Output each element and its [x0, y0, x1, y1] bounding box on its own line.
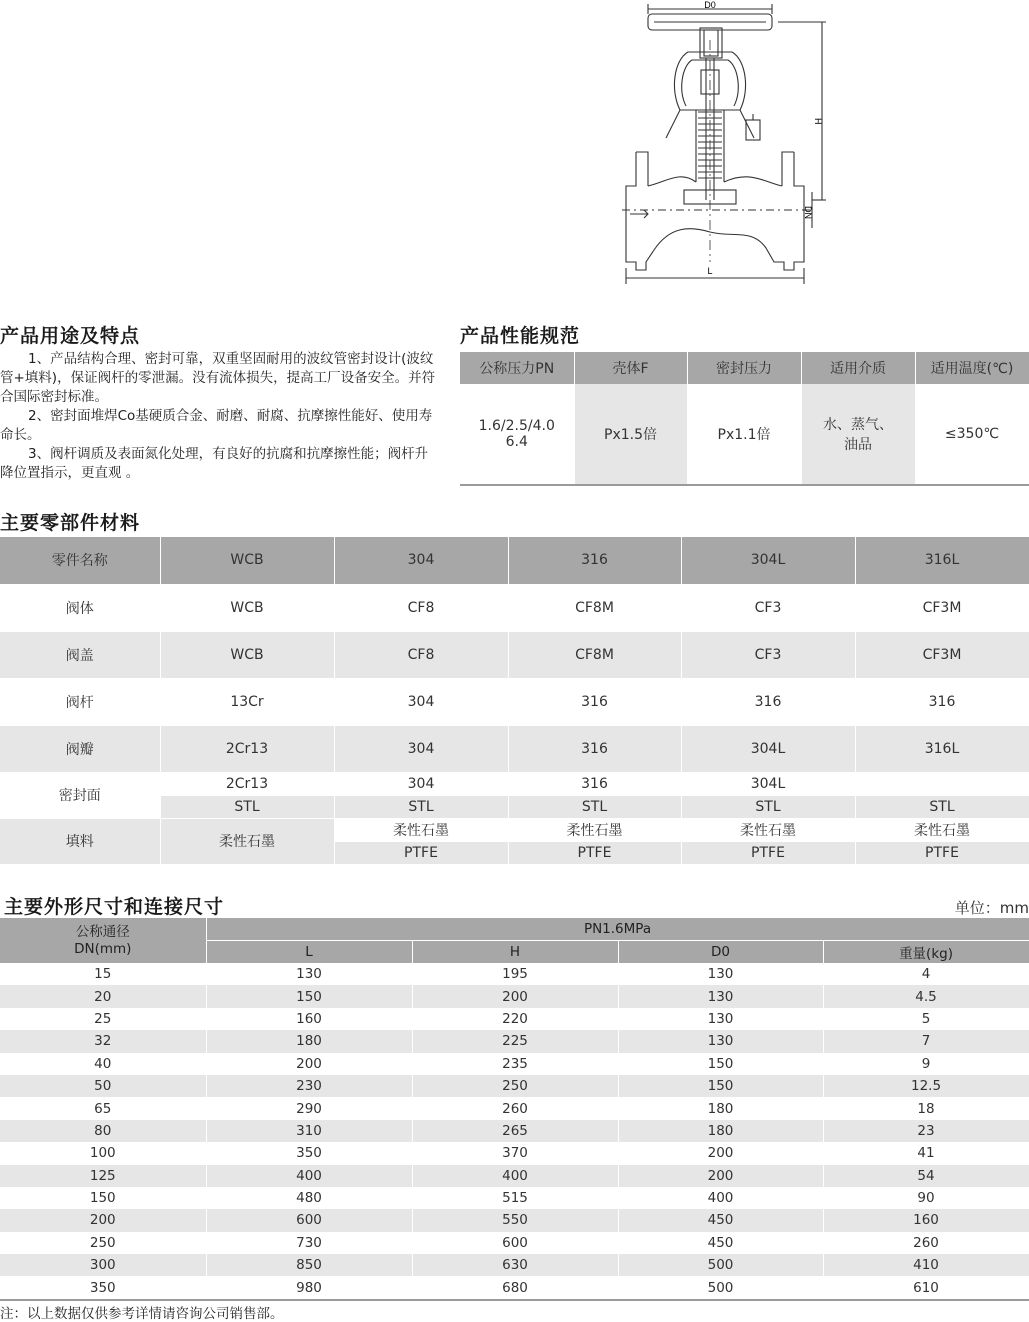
- dims-cell: 250: [412, 1075, 618, 1097]
- dims-cell: 160: [206, 1008, 412, 1030]
- mat-cell: STL: [160, 795, 334, 818]
- dims-cell: 150: [206, 985, 412, 1007]
- label-l: L: [707, 266, 713, 276]
- mat-cell: CF8: [334, 631, 508, 678]
- dims-cell: 450: [618, 1209, 823, 1231]
- mat-cell: PTFE: [855, 841, 1029, 864]
- table-row: [0, 772, 1029, 795]
- mat-cell: CF3: [681, 631, 855, 678]
- dims-cell: 225: [412, 1030, 618, 1052]
- mat-cell: 2Cr13: [160, 725, 334, 772]
- dims-cell: 50: [0, 1075, 206, 1097]
- dims-cell: 54: [823, 1165, 1029, 1187]
- table-row: [0, 678, 1029, 725]
- dims-cell: 7: [823, 1030, 1029, 1052]
- dims-dn-header: 公称通径 DN(mm): [0, 918, 206, 963]
- mat-cell: CF3: [681, 584, 855, 631]
- dims-table: [0, 918, 1029, 1299]
- dims-cell: 20: [0, 985, 206, 1007]
- dims-sub-header: H: [412, 941, 618, 964]
- mat-cell: 柔性石墨: [855, 818, 1029, 841]
- mat-cell: 304: [334, 725, 508, 772]
- dims-cell: 23: [823, 1120, 1029, 1142]
- mat-cell: CF8M: [508, 584, 681, 631]
- dims-cell: 195: [412, 963, 618, 985]
- dims-cell: 4.5: [823, 985, 1029, 1007]
- dims-cell: 370: [412, 1142, 618, 1164]
- table-row: [0, 1232, 1029, 1254]
- perf-shell: Px1.5倍: [574, 384, 687, 484]
- table-row: [0, 1030, 1029, 1052]
- perf-header: 密封压力: [687, 352, 801, 384]
- dims-cell: 9: [823, 1053, 1029, 1075]
- table-row: [0, 1142, 1029, 1164]
- dims-cell: 18: [823, 1097, 1029, 1119]
- dims-sub-header: L: [206, 941, 412, 964]
- dims-cell: 100: [0, 1142, 206, 1164]
- table-row: [0, 1053, 1029, 1075]
- dims-cell: 130: [618, 985, 823, 1007]
- label-dn: DN: [803, 206, 813, 219]
- mat-cell: 柔性石墨: [681, 818, 855, 841]
- dims-cell: 260: [823, 1232, 1029, 1254]
- dims-cell: 180: [618, 1097, 823, 1119]
- mat-cell: 316L: [855, 725, 1029, 772]
- table-row: [0, 1254, 1029, 1276]
- mat-cell: 316: [508, 678, 681, 725]
- dims-cell: 500: [618, 1276, 823, 1298]
- dims-cell: 260: [412, 1097, 618, 1119]
- dims-cell: 4: [823, 963, 1029, 985]
- perf-table: [460, 352, 1029, 484]
- dims-cell: 200: [618, 1142, 823, 1164]
- mat-cell: CF8M: [508, 631, 681, 678]
- dims-sub-header: 重量(kg): [823, 941, 1029, 964]
- label-d0: D0: [704, 0, 716, 10]
- dims-cell: 480: [206, 1187, 412, 1209]
- table-row: [0, 1276, 1029, 1298]
- mat-header: 316: [508, 537, 681, 584]
- perf-header: 壳体F: [574, 352, 687, 384]
- dims-cell: 310: [206, 1120, 412, 1142]
- mat-cell: 阀体: [0, 584, 160, 631]
- table-row: [0, 725, 1029, 772]
- mat-cell: 316: [508, 772, 681, 795]
- dims-cell: 850: [206, 1254, 412, 1276]
- dims-cell: 40: [0, 1053, 206, 1075]
- dims-cell: 265: [412, 1120, 618, 1142]
- dims-cell: 200: [206, 1053, 412, 1075]
- mat-cell: PTFE: [681, 841, 855, 864]
- dims-cell: 125: [0, 1165, 206, 1187]
- table-row: [0, 1075, 1029, 1097]
- dims-cell: 300: [0, 1254, 206, 1276]
- dims-cell: 25: [0, 1008, 206, 1030]
- dims-cell: 130: [206, 963, 412, 985]
- dims-cell: 200: [618, 1165, 823, 1187]
- uses-title: 产品用途及特点: [0, 325, 141, 347]
- uses-p2: 2、密封面堆焊Co基硬质合金、耐磨、耐腐、抗摩擦性能好、使用寿命长。: [0, 408, 433, 443]
- table-row: [0, 584, 1029, 631]
- mat-cell: 密封面: [0, 772, 160, 818]
- dims-cell: 730: [206, 1232, 412, 1254]
- mat-cell: CF3M: [855, 631, 1029, 678]
- mat-cell: 13Cr: [160, 678, 334, 725]
- dims-cell: 400: [618, 1187, 823, 1209]
- mat-cell: 304: [334, 772, 508, 795]
- label-h: H: [813, 118, 823, 125]
- mat-header: WCB: [160, 537, 334, 584]
- mat-cell: 2Cr13: [160, 772, 334, 795]
- table-row: [0, 963, 1029, 985]
- dims-cell: 90: [823, 1187, 1029, 1209]
- mat-cell: 柔性石墨: [334, 818, 508, 841]
- dims-cell: 550: [412, 1209, 618, 1231]
- dims-cell: 400: [412, 1165, 618, 1187]
- dims-cell: 290: [206, 1097, 412, 1119]
- dims-cell: 220: [412, 1008, 618, 1030]
- mat-cell: 316: [508, 725, 681, 772]
- dims-cell: 450: [618, 1232, 823, 1254]
- mat-cell: 316: [681, 678, 855, 725]
- dims-cell: 32: [0, 1030, 206, 1052]
- dims-cell: 400: [206, 1165, 412, 1187]
- dims-cell: 230: [206, 1075, 412, 1097]
- dims-cell: 600: [206, 1209, 412, 1231]
- perf-medium: 水、蒸气、 油品: [801, 384, 915, 484]
- mat-header: 零件名称: [0, 537, 160, 584]
- table-row: [0, 1187, 1029, 1209]
- table-row: [0, 985, 1029, 1007]
- perf-temp: ≤350℃: [915, 384, 1029, 484]
- table-row: [0, 1097, 1029, 1119]
- dims-bottom-rule: [0, 1299, 1029, 1301]
- uses-text: [0, 350, 440, 483]
- mat-cell: PTFE: [508, 841, 681, 864]
- mat-cell: 柔性石墨: [508, 818, 681, 841]
- dims-cell: 12.5: [823, 1075, 1029, 1097]
- dims-cell: 610: [823, 1276, 1029, 1298]
- mat-cell: 填料: [0, 818, 160, 864]
- footnote: 注：以上数据仅供参考详情请咨询公司销售部。: [0, 1306, 284, 1322]
- perf-bottom-rule: [460, 484, 1029, 486]
- dims-cell: 600: [412, 1232, 618, 1254]
- materials-title: 主要零部件材料: [0, 512, 141, 534]
- dims-cell: 350: [0, 1276, 206, 1298]
- dims-cell: 130: [618, 963, 823, 985]
- dims-cell: 980: [206, 1276, 412, 1298]
- dims-cell: 235: [412, 1053, 618, 1075]
- dims-cell: 130: [618, 1008, 823, 1030]
- perf-header: 适用温度(℃): [915, 352, 1029, 384]
- mat-cell: WCB: [160, 584, 334, 631]
- mat-cell: 316: [855, 678, 1029, 725]
- mat-cell: STL: [334, 795, 508, 818]
- dims-cell: 630: [412, 1254, 618, 1276]
- perf-title: 产品性能规范: [460, 325, 581, 347]
- table-row: [0, 631, 1029, 678]
- mat-header: 304L: [681, 537, 855, 584]
- perf-header: 公称压力PN: [460, 352, 574, 384]
- dims-sub-header: D0: [618, 941, 823, 964]
- mat-header: 316L: [855, 537, 1029, 584]
- dims-cell: 180: [618, 1120, 823, 1142]
- materials-table: [0, 537, 1029, 865]
- dims-cell: 680: [412, 1276, 618, 1298]
- dims-pn-header: PN1.6MPa: [206, 918, 1029, 941]
- mat-cell: 304L: [681, 725, 855, 772]
- dims-unit: 单位：mm: [954, 899, 1029, 917]
- mat-cell: 阀瓣: [0, 725, 160, 772]
- dims-cell: 65: [0, 1097, 206, 1119]
- perf-pn: 1.6/2.5/4.0 6.4: [460, 384, 574, 484]
- table-row: [0, 818, 1029, 841]
- mat-header: 304: [334, 537, 508, 584]
- mat-cell: 304: [334, 678, 508, 725]
- dims-cell: 130: [618, 1030, 823, 1052]
- mat-cell: CF8: [334, 584, 508, 631]
- dims-cell: 180: [206, 1030, 412, 1052]
- dims-cell: 5: [823, 1008, 1029, 1030]
- mat-cell: WCB: [160, 631, 334, 678]
- mat-cell: 阀盖: [0, 631, 160, 678]
- dims-cell: 150: [618, 1053, 823, 1075]
- dims-cell: 80: [0, 1120, 206, 1142]
- dims-cell: 150: [0, 1187, 206, 1209]
- perf-seal: Px1.1倍: [687, 384, 801, 484]
- dims-cell: 41: [823, 1142, 1029, 1164]
- dims-cell: 350: [206, 1142, 412, 1164]
- uses-p1: 1、产品结构合理、密封可靠，双重坚固耐用的波纹管密封设计(波纹管+填料)，保证阀杆的零泄漏。没有流体损失，提高工厂设备安全。并符合国际密封标准。: [0, 351, 436, 405]
- mat-cell: STL: [855, 795, 1029, 818]
- mat-cell: 柔性石墨: [160, 818, 334, 864]
- dims-cell: 500: [618, 1254, 823, 1276]
- valve-drawing: [600, 0, 840, 290]
- uses-p3: 3、阀杆调质及表面氮化处理，有良好的抗腐和抗摩擦性能；阀杆升降位置指示，更直观 。: [0, 446, 429, 481]
- table-row: [0, 1165, 1029, 1187]
- dims-cell: 250: [0, 1232, 206, 1254]
- dims-cell: 15: [0, 963, 206, 985]
- mat-cell: [855, 772, 1029, 795]
- mat-cell: 阀杆: [0, 678, 160, 725]
- dims-title: 主要外形尺寸和连接尺寸: [4, 896, 225, 918]
- dims-cell: 515: [412, 1187, 618, 1209]
- dims-cell: 160: [823, 1209, 1029, 1231]
- table-row: [0, 1209, 1029, 1231]
- mat-cell: 304L: [681, 772, 855, 795]
- mat-cell: CF3M: [855, 584, 1029, 631]
- table-row: [0, 1120, 1029, 1142]
- dims-cell: 200: [0, 1209, 206, 1231]
- perf-header: 适用介质: [801, 352, 915, 384]
- mat-cell: STL: [681, 795, 855, 818]
- dims-cell: 410: [823, 1254, 1029, 1276]
- mat-cell: STL: [508, 795, 681, 818]
- table-row: [0, 1008, 1029, 1030]
- dims-cell: 150: [618, 1075, 823, 1097]
- dims-cell: 200: [412, 985, 618, 1007]
- mat-cell: PTFE: [334, 841, 508, 864]
